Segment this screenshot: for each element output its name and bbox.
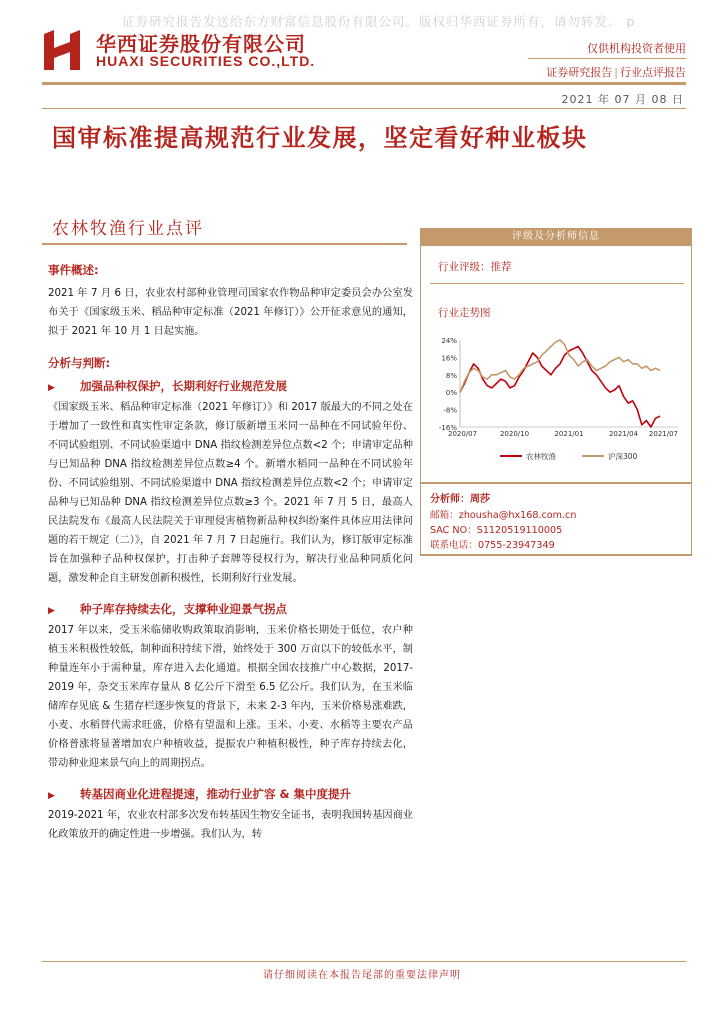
x-tick-label: 2021/07 bbox=[648, 430, 678, 438]
section-1-text: 《国家级玉米、稻品种审定标准（2021 年修订）》和 2017 版最大的不同之处在于增加了一致性和真实性审定条款，修订版新增玉米同一品种在不同试验年份、不同试验组别、不同试验渠道中 DNA 指纹检测差异位点数<2 个；申请审定品种与已知品种 DNA 指纹检测差异位点数≥4 个。新增水稻同一品种在不同试验年份、不同试验组别、不同试验渠道中 DNA 指纹检测差异位点数<2 个；申请审定品种与已知品种 DNA 指纹检测差异位点数≥3 个。2021 年 7 月 5 日，最高人民法院发布《最高人民法院关于审理侵害植物新品种权纠纷案件具体应用法律问题的若干规定（二）》，自 2021 年 7 月 7 日起施行。我们认为，修订版审定标准旨在加强种子品种权保护，打击种子套牌等侵权行为，解决行业品种同质化问题，激发种企自主研发创新积极性，长期利好行业发展。 bbox=[48, 402, 413, 584]
rating-divider bbox=[430, 283, 684, 284]
company-name-cn: 华西证券股份有限公司 bbox=[96, 32, 306, 56]
sidebar-header: 评级及分析师信息 bbox=[420, 228, 692, 246]
series-line-1 bbox=[460, 347, 660, 428]
report-type-label: 证券研究报告 bbox=[546, 66, 613, 79]
y-tick-label: 8% bbox=[445, 371, 457, 380]
series-line-2 bbox=[460, 340, 660, 392]
phone-label: 联系电话： bbox=[430, 540, 478, 551]
triangle-bullet-icon: ▶ bbox=[48, 606, 55, 616]
analyst-email bbox=[430, 507, 576, 521]
industry-trend-chart bbox=[430, 330, 684, 470]
legend-label: 农林牧渔 bbox=[526, 452, 556, 461]
sac-value: S1120519110005 bbox=[476, 525, 563, 536]
company-logo-icon bbox=[42, 28, 82, 72]
x-tick-label: 2021/01 bbox=[554, 430, 584, 438]
report-title: 国审标准提高规范行业发展，坚定看好种业板块 bbox=[52, 124, 588, 152]
watermark: 证券研究报告发送给东方财富信息股份有限公司。版权归华西证券所有，请勿转发。 p bbox=[122, 14, 636, 29]
events-heading: 事件概述: bbox=[48, 263, 99, 277]
y-tick-label: 0% bbox=[445, 389, 457, 398]
y-tick-label: 16% bbox=[441, 354, 457, 363]
legend-label: 沪深300 bbox=[608, 452, 638, 461]
industry-rating bbox=[438, 259, 512, 274]
analyst bbox=[430, 490, 490, 505]
report-date: 2021 年 07 月 08 日 bbox=[561, 93, 684, 106]
y-tick-label: -16% bbox=[438, 424, 457, 432]
section-3-title bbox=[48, 785, 413, 806]
date-divider bbox=[42, 108, 686, 109]
events-text: 2021 年 7 月 6 日，农业农村部种业管理司国家农作物品种审定委员会办公室发布关于《国家级玉米、稻品种审定标准（2021 年修订）》公开征求意见的通知，拟于 2021 年 10 月 1 日起实施。 bbox=[48, 288, 413, 337]
phone-value: 0755-23947349 bbox=[477, 540, 555, 551]
y-tick-label: -8% bbox=[443, 406, 457, 415]
y-tick-label: 24% bbox=[441, 337, 457, 345]
header-divider-thick bbox=[42, 82, 686, 85]
footer-divider bbox=[42, 961, 686, 962]
subtitle-divider bbox=[42, 243, 407, 245]
section-3-title-text: 转基因商业化进程提速，推动行业扩容 & 集中度提升 bbox=[80, 787, 352, 801]
rating-value: 推荐 bbox=[490, 261, 512, 273]
section-1-title-text: 加强品种权保护，长期利好行业规范发展 bbox=[80, 379, 287, 393]
analyst-label: 分析师： bbox=[430, 494, 470, 505]
legal-footer: 请仔细阅读在本报告尾部的重要法律声明 bbox=[263, 970, 461, 981]
section-3-text: 2019-2021 年，农业农村部多次发布转基因生物安全证书，表明我国转基因商业化政策放开的确定性进一步增强。我们认为，转 bbox=[48, 810, 413, 840]
report-type: 证券研究报告 | 行业点评报告 bbox=[546, 66, 686, 79]
email-value[interactable]: zhousha@hx168.com.cn bbox=[458, 510, 577, 521]
x-tick-label: 2021/04 bbox=[608, 430, 639, 438]
analyst-name: 周莎 bbox=[470, 494, 490, 505]
analyst-divider bbox=[420, 482, 692, 484]
analysis-heading: 分析与判断: bbox=[48, 356, 111, 370]
report-subtitle: 农林牧渔行业点评 bbox=[52, 219, 204, 239]
analyst-sac bbox=[430, 522, 562, 536]
email-label: 邮箱： bbox=[430, 510, 459, 521]
section-1-title bbox=[48, 377, 413, 398]
company-name-en: HUAXI SECURITIES CO.,LTD. bbox=[96, 53, 316, 69]
section-2-title-text: 种子库存持续去化，支撑种业迎景气拐点 bbox=[80, 602, 287, 616]
header-divider-thin bbox=[528, 58, 686, 59]
triangle-bullet-icon: ▶ bbox=[48, 791, 55, 801]
section-2-text: 2017 年以来，受玉米临储收购政策取消影响，玉米价格长期处于低位，农户种植玉米积极性较低，制种面积持续下滑，始终处于 300 万亩以下的较低水平，制种量连年小于需种量，库存进入去化通道。根据全国农技推广中心数据，2017-2019 年，杂交玉米库存量从 8 亿公斤下滑至 6.5 亿公斤。我们认为，在玉米临储库存见底 & 生猪存栏逐步恢复的背景下，未来 2-3 年内，玉米价格易涨难跌，小麦、水稻替代需求旺盛，价格有望温和上涨。玉米、小麦、水稻等主要农产品价格普涨将显著增加农户种植收益，提振农户种植积极性，种子库存持续去化，带动种业迎来景气向上的周期拐点。 bbox=[48, 625, 413, 769]
x-tick-label: 2020/07 bbox=[448, 430, 478, 438]
trend-chart-label: 行业走势图 bbox=[438, 307, 491, 319]
triangle-bullet-icon: ▶ bbox=[48, 383, 55, 393]
section-2-title bbox=[48, 600, 413, 621]
analyst-phone bbox=[430, 537, 555, 551]
main-content bbox=[48, 262, 413, 844]
report-subtype-label: 行业点评报告 bbox=[620, 66, 686, 79]
sac-label: SAC NO： bbox=[430, 525, 477, 536]
audience-note: 仅供机构投资者使用 bbox=[587, 42, 686, 55]
rating-label: 行业评级： bbox=[438, 261, 491, 273]
x-tick-label: 2020/10 bbox=[499, 430, 530, 438]
